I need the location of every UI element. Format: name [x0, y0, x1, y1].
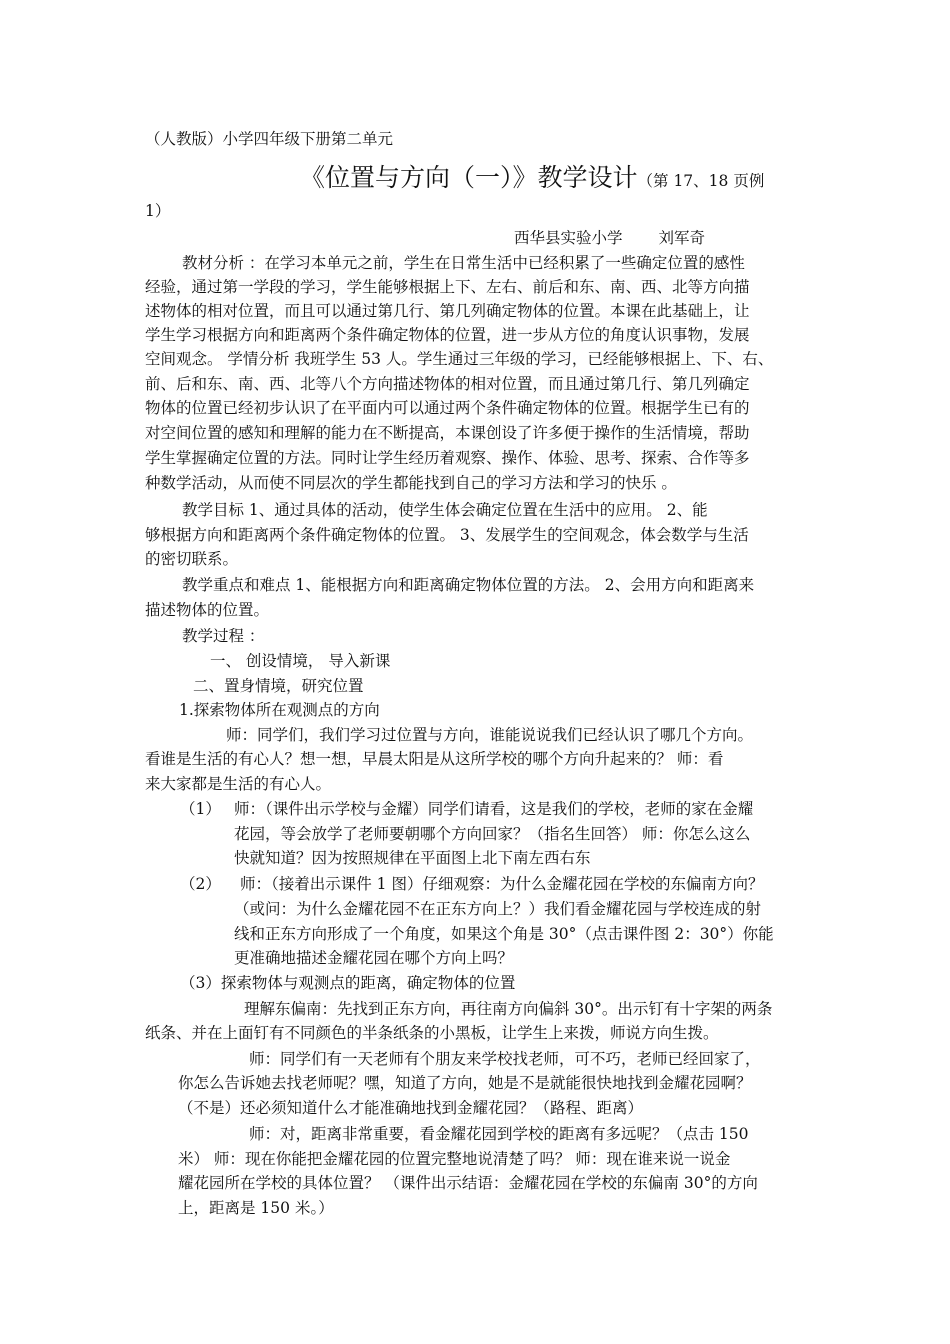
keypoints-line: 教学重点和难点 1、能根据方向和距离确定物体位置的方法。 2、会用方向和距离来 — [182, 576, 755, 594]
item-number: （1） — [180, 800, 221, 818]
title-pages-cont: 1） — [145, 202, 171, 220]
dialog-line: 来大家都是生活的有心人。 — [145, 775, 332, 793]
step-heading: 一、 创设情境， 导入新课 — [210, 652, 391, 670]
item-number: （2） — [180, 875, 221, 893]
dialog-line: 上，距离是 150 米。） — [178, 1199, 334, 1217]
title-pages: （第 17、18 页例 — [637, 172, 765, 190]
paragraph-line: 学生掌握确定位置的方法。同时让学生经历着观察、操作、体验、思考、探索、合作等多 — [145, 449, 750, 467]
edition-header: （人教版）小学四年级下册第二单元 — [145, 130, 394, 148]
goals-line: 教学目标 1、通过具体的活动，使学生体会确定位置在生活中的应用。 2、能 — [182, 501, 708, 519]
item-line: 快就知道？因为按照规律在平面图上北下南左西右东 — [234, 849, 591, 867]
dialog-line: 耀花园所在学校的具体位置？ （课件出示结语：金耀花园在学校的东偏南 30°的方向 — [178, 1174, 758, 1192]
goals-line: 的密切联系。 — [145, 550, 239, 568]
process-heading: 教学过程 ： — [182, 627, 265, 645]
author-line — [514, 226, 814, 250]
substep-heading: （3）探索物体与观测点的距离，确定物体的位置 — [180, 974, 516, 992]
paragraph-line: 空间观念。 学情分析 我班学生 53 人。学生通过三年级的学习，已经能够根据上、下、右、 — [145, 350, 774, 368]
author-school: 西华县实验小学 — [514, 229, 623, 247]
dialog-line: 看谁是生活的有心人？想一想，早晨太阳是从这所学校的哪个方向升起来的？ 师：看 — [145, 750, 724, 768]
substep-heading: 1.探索物体所在观测点的方向 — [179, 701, 380, 719]
paragraph-line: 种数学活动，从而使不同层次的学生都能找到自己的学习方法和学习的快乐 。 — [145, 474, 677, 492]
dialog-line: 师：同学们有一天老师有个朋友来学校找老师，可不巧，老师已经回家了， — [249, 1050, 761, 1068]
paragraph-line: 物体的位置已经初步认识了在平面内可以通过两个条件确定物体的位置。根据学生已有的 — [145, 399, 750, 417]
paragraph-line: 述物体的相对位置，而且可以通过第几行、第几列确定物体的位置。本课在此基础上，让 — [145, 302, 750, 320]
paragraph-line: 经验，通过第一学段的学习，学生能够根据上下、左右、前后和东、南、西、北等方向描 — [145, 278, 750, 296]
item-line: 更准确地描述金耀花园在哪个方向上吗？ — [234, 949, 514, 967]
dialog-line: （不是）还必须知道什么才能准确地找到金耀花园？（路程、距离） — [178, 1099, 644, 1117]
dialog-line: 米） 师：现在你能把金耀花园的位置完整地说清楚了吗？ 师：现在谁来说一说金 — [178, 1150, 731, 1168]
dialog-line: 理解东偏南：先找到正东方向，再往南方向偏斜 30°。出示钉有十字架的两条 — [244, 1000, 773, 1018]
paragraph-line: 对空间位置的感知和理解的能力在不断提高，本课创设了许多便于操作的生活情境，帮助 — [145, 424, 750, 442]
item-line: 花园，等会放学了老师要朝哪个方向回家？（指名生回答） 师：你怎么这么 — [234, 825, 751, 843]
paragraph-line: 前、后和东、南、西、北等八个方向描述物体的相对位置，而且通过第几行、第几列确定 — [145, 375, 750, 393]
dialog-line: 纸条、并在上面钉有不同颜色的半条纸条的小黑板，让学生上来拨，师说方向生拨。 — [145, 1024, 719, 1042]
paragraph-line: 教材分析 ：在学习本单元之前，学生在日常生活中已经积累了一些确定位置的感性 — [182, 254, 745, 272]
step-heading: 二、置身情境，研究位置 — [193, 677, 364, 695]
author-name: 刘军奇 — [658, 229, 706, 247]
page-title: 《位置与方向（一）》教学设计 — [300, 163, 638, 192]
item-line: （或问：为什么金耀花园不在正东方向上？）我们看金耀花园与学校连成的射 — [234, 900, 762, 918]
goals-line: 够根据方向和距离两个条件确定物体的位置。 3、发展学生的空间观念，体会数学与生活 — [145, 526, 749, 544]
item-line: 师：（课件出示学校与金耀）同学们请看，这是我们的学校，老师的家在金耀 — [234, 800, 754, 818]
dialog-line: 你怎么告诉她去找老师呢？嘿，知道了方向，她是不是就能很快地找到金耀花园啊？ — [178, 1074, 752, 1092]
item-line: 线和正东方向形成了一个角度，如果这个角是 30°（点击课件图 2：30°）你能 — [234, 925, 774, 943]
dialog-line: 师：对，距离非常重要，看金耀花园到学校的距离有多远呢？（点击 150 — [249, 1125, 749, 1143]
dialog-line: 师：同学们，我们学习过位置与方向，谁能说说我们已经认识了哪几个方向。 — [226, 726, 754, 744]
title-line — [300, 162, 820, 194]
keypoints-line: 描述物体的位置。 — [145, 601, 270, 619]
item-line: 师：（接着出示课件 1 图）仔细观察：为什么金耀花园在学校的东偏南方向？ — [240, 875, 764, 893]
paragraph-line: 学生学习根据方向和距离两个条件确定物体的位置，进一步从方位的角度认识事物，发展 — [145, 326, 750, 344]
